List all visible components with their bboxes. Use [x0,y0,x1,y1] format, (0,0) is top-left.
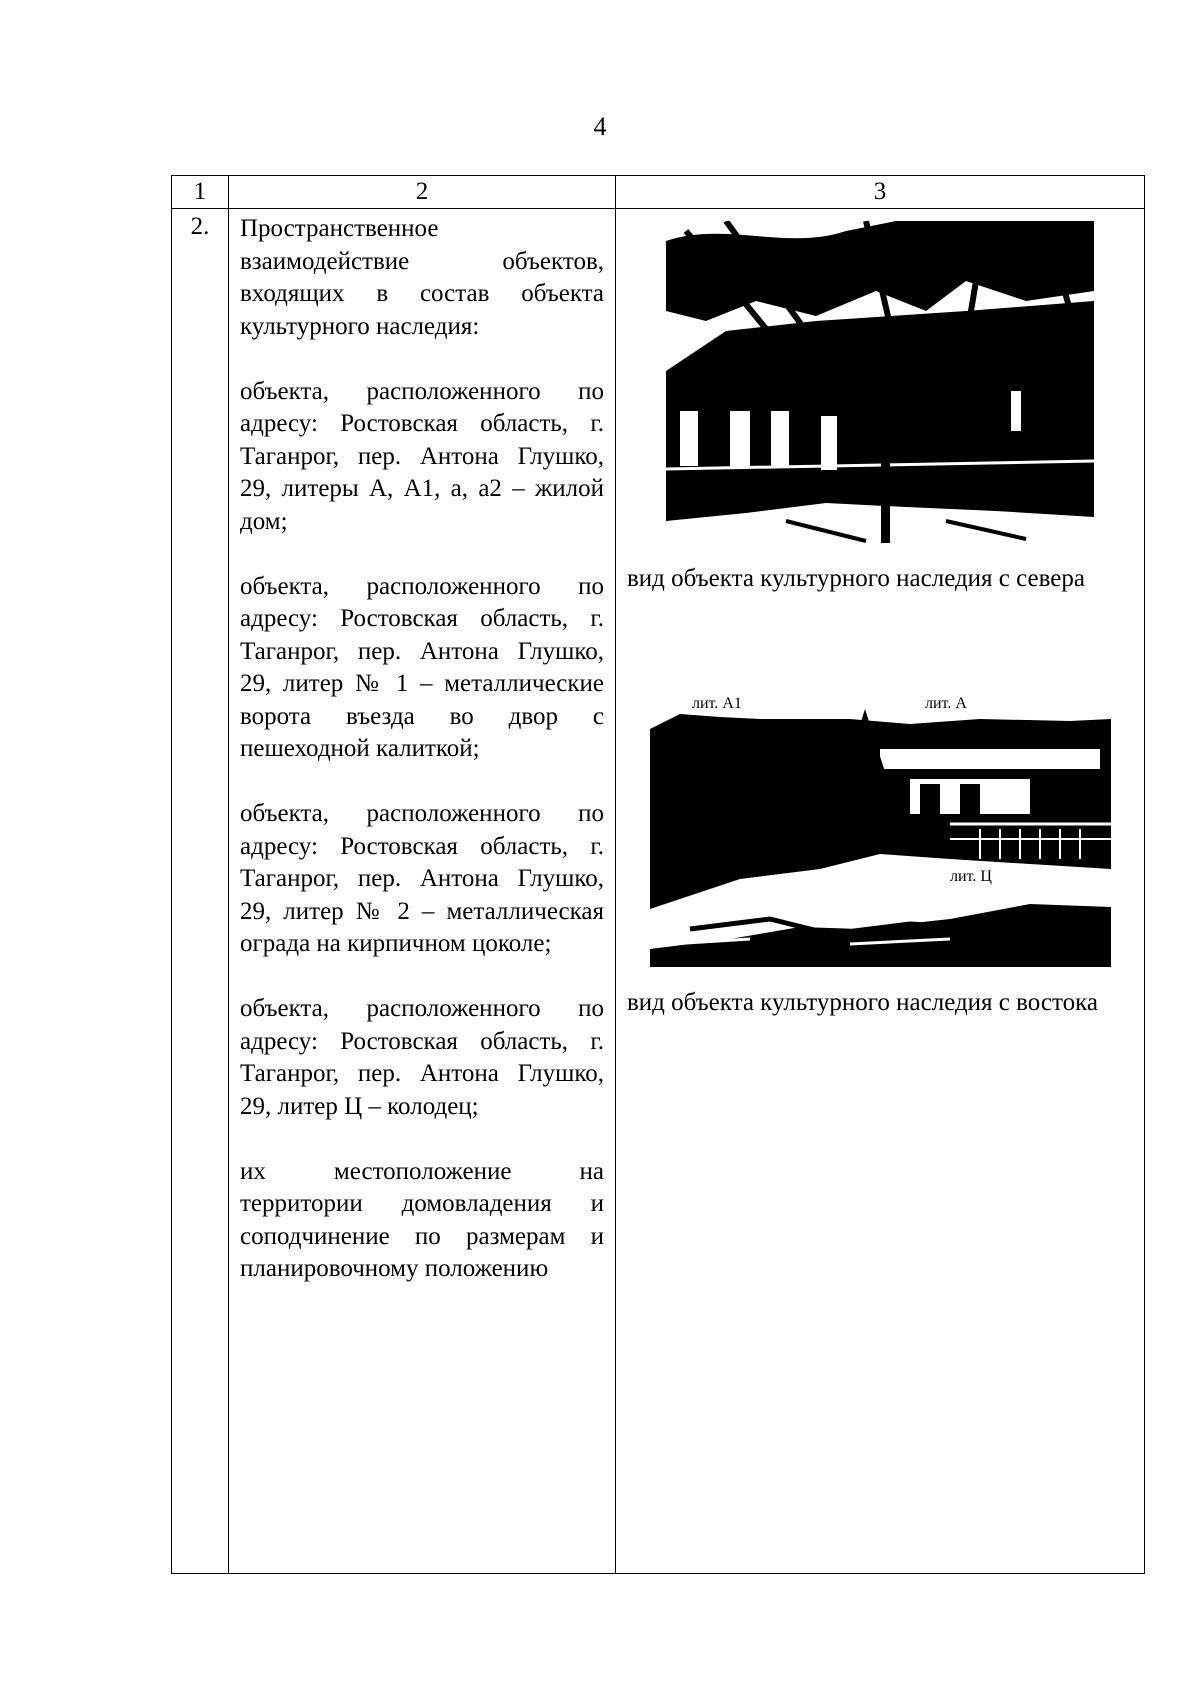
header-row [172,176,1145,209]
object-fence: объекта, расположенного по адресу: Ростовская область, г. Таганрог, пер. Антона Глушко, 29, литер № 2 – металлическая ограда на кирпичном цоколе; [240,800,604,957]
photo-north-caption: вид объекта культурного наследия с севера [627,565,1085,592]
row-number: 2. [172,209,229,1574]
heritage-table [171,175,1145,1574]
location-note: их местоположение на территории домовладения и соподчинение по размерам и планировочному положению [240,1157,604,1282]
page-number: 4 [593,112,607,141]
header-cell-2: 2 [229,176,616,209]
photo-east-view [650,689,1111,967]
object-gates: объекта, расположенного по адресу: Ростовская область, г. Таганрог, пер. Антона Глушко, 29, литер № 1 – металлические ворота въезда во двор с пешеходной калиткой; [240,572,604,762]
photo-east-caption: вид объекта культурного наследия с востока [627,988,1098,1016]
object-well: объекта, расположенного по адресу: Ростовская область, г. Таганрог, пер. Антона Глушко, 29, литер Ц – колодец; [240,995,604,1120]
description-cell [229,209,616,1574]
table-row [172,209,1145,1574]
label-litera-a1: лит. А1 [691,694,742,712]
photo-north-view [666,221,1094,543]
object-residential-house: объекта, расположенного по адресу: Ростовская область, г. Таганрог, пер. Антона Глушко, 29, литеры А, А1, а, а2 – жилой дом; [240,377,604,535]
photo-cell [616,209,1145,1574]
label-litera-a: лит. А [924,694,967,712]
description-intro: Пространственное взаимодействие объектов, входящих в состав объекта культурного наследия: [240,215,604,340]
header-cell-3: 3 [616,176,1145,209]
label-litera-c: лит. Ц [949,867,992,885]
header-cell-1: 1 [172,176,229,209]
